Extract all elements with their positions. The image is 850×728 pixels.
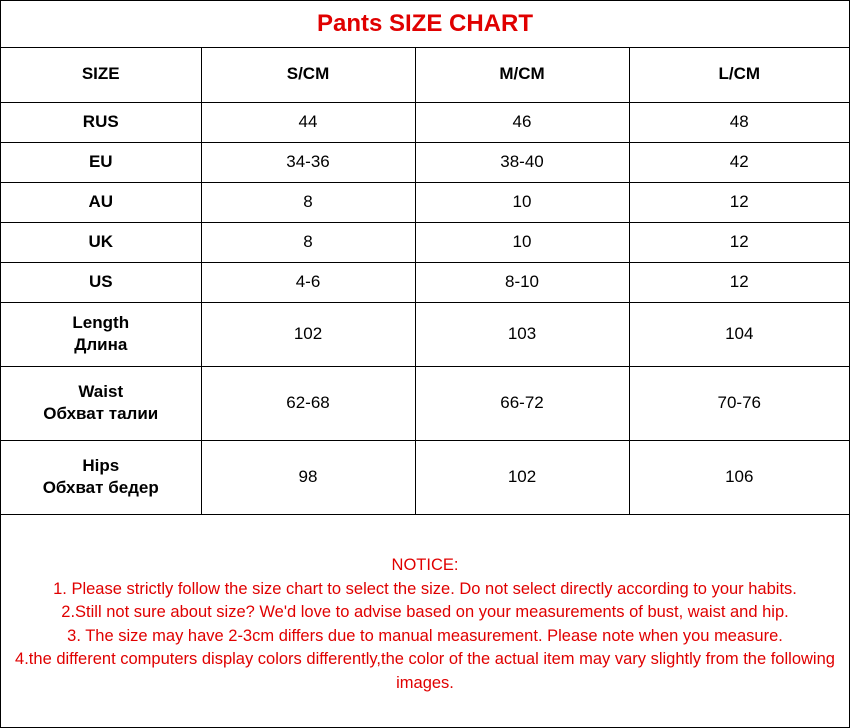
row-label-en: Hips [82,456,120,475]
table-cell: 12 [629,182,849,222]
header-m: M/CM [415,47,629,102]
table-cell: 104 [629,302,849,366]
table-row [1,182,849,222]
table-cell: 12 [629,262,849,302]
table-row [1,222,849,262]
table-cell: 102 [415,440,629,514]
header-l: L/CM [629,47,849,102]
chart-title: Pants SIZE CHART [1,1,849,48]
table-cell: 102 [201,302,415,366]
table-row [1,440,849,514]
notice-block [1,554,849,695]
row-label-ru: Обхват талии [43,404,159,423]
row-label-us: US [1,262,201,302]
row-label-ru: Обхват бедер [42,478,159,497]
table-cell: 42 [629,142,849,182]
row-label-length [1,302,201,366]
row-label-hips [1,440,201,514]
notice-item: 2.Still not sure about size? We'd love to advise based on your measurements of bust, waist and hip. [61,603,789,621]
notice-item: 1. Please strictly follow the size chart to select the size. Do not select directly according to your habits. [53,579,797,598]
table-cell: 38-40 [415,142,629,182]
table-cell: 10 [415,182,629,222]
table-cell: 62-68 [201,366,415,440]
table-row [1,262,849,302]
table-row [1,102,849,142]
table-row [1,302,849,366]
row-label-ru: Длина [74,335,128,354]
table-cell: 44 [201,102,415,142]
table-cell: 103 [415,302,629,366]
table-cell: 10 [415,222,629,262]
table-cell: 98 [201,440,415,514]
table-cell: 66-72 [415,366,629,440]
table-header-row [1,47,849,102]
header-s: S/CM [201,47,415,102]
table-row [1,142,849,182]
table-cell: 8-10 [415,262,629,302]
row-label-waist [1,366,201,440]
table-cell: 46 [415,102,629,142]
table-row [1,366,849,440]
table-cell: 8 [201,182,415,222]
row-label-uk: UK [1,222,201,262]
row-label-en: Waist [78,382,124,401]
notice-item: 4.the different computers display colors differently,the color of the actual item may vary slightly from the following images. [15,650,835,692]
table-cell: 48 [629,102,849,142]
table-cell: 4-6 [201,262,415,302]
notice-heading: NOTICE: [391,556,459,574]
notice-item: 3. The size may have 2-3cm differs due to manual measurement. Please note when you measure. [67,626,783,645]
row-label-rus: RUS [1,102,201,142]
table-cell: 34-36 [201,142,415,182]
table-cell: 106 [629,440,849,514]
size-table [1,47,849,515]
row-label-eu: EU [1,142,201,182]
row-label-au: AU [1,182,201,222]
header-size: SIZE [1,47,201,102]
table-cell: 12 [629,222,849,262]
table-cell: 8 [201,222,415,262]
row-label-en: Length [72,313,130,332]
table-cell: 70-76 [629,366,849,440]
